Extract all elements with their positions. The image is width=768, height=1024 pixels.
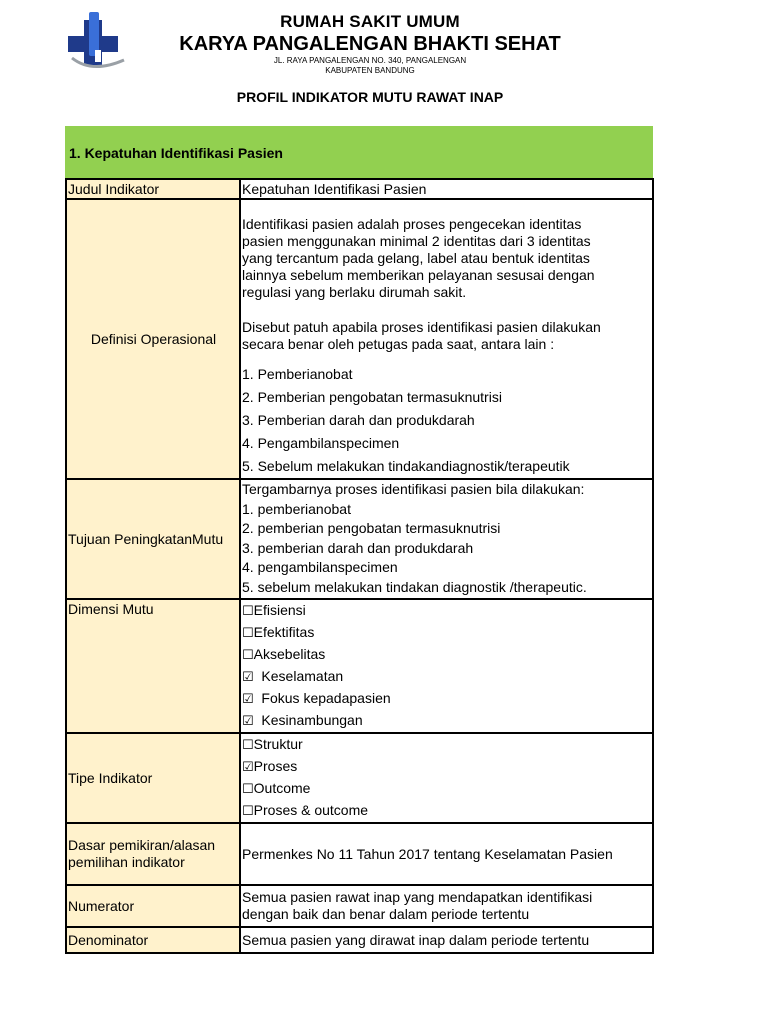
checkbox-unchecked-icon: ☐ (242, 648, 254, 663)
checkbox-unchecked-icon: ☐ (242, 804, 254, 819)
option-struktur (242, 734, 652, 756)
address-line-1: JL. RAYA PANGALENGAN NO. 340, PANGALENGAN (273, 56, 467, 65)
address-line-2: KABUPATEN BANDUNG (325, 66, 415, 75)
row-dimensi (66, 599, 653, 733)
tujuan-line: 2. pemberian pengobatan termasuknutrisi (242, 520, 501, 536)
label-numerator: Numerator (66, 885, 240, 927)
row-numerator (66, 885, 653, 927)
row-dasar (66, 823, 653, 885)
label-line: pemilihan indikator (68, 854, 185, 870)
tujuan-line: 5. sebelum melakukan tindakan diagnostik /therapeutic. (242, 578, 587, 595)
def-line: lainnya sebelum memberikan pelayanan sesusai dengan (242, 267, 595, 283)
checkbox-checked-icon: ☑ (242, 692, 254, 707)
checkbox-unchecked-icon: ☐ (242, 604, 254, 619)
row-tujuan (66, 479, 653, 599)
row-denominator (66, 927, 653, 953)
option-efektifitas (242, 622, 652, 644)
row-definisi (66, 199, 653, 479)
label-denominator: Denominator (66, 927, 240, 953)
value-tujuan (240, 479, 653, 599)
option-label: Keselamatan (253, 668, 344, 684)
option-outcome (242, 778, 652, 800)
checkbox-checked-icon: ☑ (242, 760, 254, 775)
label-definisi: Definisi Operasional (66, 199, 240, 479)
tujuan-line: Tergambarnya proses identifikasi pasien bila dilakukan: (242, 481, 585, 497)
def-item: 2. Pemberian pengobatan termasuknutrisi (242, 389, 502, 405)
option-fokus-pasien (242, 688, 652, 710)
option-label: Aksebelitas (253, 646, 326, 662)
option-kesinambungan (242, 710, 652, 732)
checkbox-unchecked-icon: ☐ (242, 782, 254, 797)
numerator-line: Semua pasien rawat inap yang mendapatkan identifikasi (242, 889, 593, 905)
def-line: pasien menggunakan minimal 2 identitas dari 3 identitas (242, 233, 591, 249)
label-line: Dasar pemikiran/alasan (68, 837, 216, 853)
option-label: Struktur (253, 736, 303, 752)
label-tujuan: Tujuan PeningkatanMutu (66, 479, 240, 599)
def-item: 4. Pengambilanspecimen (242, 435, 400, 451)
value-tipe (240, 733, 653, 823)
document-title: PROFIL INDIKATOR MUTU RAWAT INAP (236, 89, 504, 105)
hospital-type: RUMAH SAKIT UMUM (280, 12, 460, 31)
def-item: 5. Sebelum melakukan tindakandiagnostik/terapeutik (242, 458, 570, 474)
label-dimensi: Dimensi Mutu (66, 599, 240, 733)
def-line: regulasi yang berlaku dirumah sakit. (242, 284, 467, 300)
option-keselamatan (242, 666, 652, 688)
tujuan-line: 4. pengambilanspecimen (242, 559, 398, 575)
value-dimensi (240, 599, 653, 733)
indicator-profile-table (65, 178, 654, 954)
option-proses (242, 756, 652, 778)
label-tipe: Tipe Indikator (66, 733, 240, 823)
option-label: Fokus kepadapasien (253, 690, 391, 706)
option-label: Efektifitas (253, 624, 315, 640)
option-label: Proses & outcome (253, 802, 369, 818)
row-judul (66, 179, 653, 199)
value-denominator: Semua pasien yang dirawat inap dalam periode tertentu (240, 927, 653, 953)
option-aksebelitas (242, 644, 652, 666)
hospital-name: KARYA PANGALENGAN BHAKTI SEHAT (179, 33, 561, 55)
option-label: Proses (253, 758, 298, 774)
option-efisiensi (242, 600, 652, 622)
def-line: Disebut patuh apabila proses identifikasi pasien dilakukan (242, 319, 601, 335)
checkbox-checked-icon: ☑ (242, 670, 254, 685)
value-judul: Kepatuhan Identifikasi Pasien (240, 179, 653, 199)
option-label: Efisiensi (253, 602, 306, 618)
option-label: Outcome (253, 780, 311, 796)
def-line: secara benar oleh petugas pada saat, antara lain : (242, 336, 555, 352)
numerator-line: dengan baik dan benar dalam periode tertentu (242, 906, 530, 922)
checkbox-checked-icon: ☑ (242, 714, 254, 729)
checkbox-unchecked-icon: ☐ (242, 738, 254, 753)
label-dasar (66, 823, 240, 885)
def-item: 3. Pemberian darah dan produkdarah (242, 412, 475, 428)
row-tipe (66, 733, 653, 823)
option-label: Kesinambungan (253, 712, 363, 728)
label-judul: Judul Indikator (66, 179, 240, 199)
option-proses-outcome (242, 800, 652, 822)
hospital-logo (62, 10, 128, 72)
value-definisi (240, 199, 653, 479)
def-line: Identifikasi pasien adalah proses pengecekan identitas (242, 216, 582, 232)
tujuan-line: 1. pemberianobat (242, 500, 351, 517)
tujuan-line: 3. pemberian darah dan produkdarah (242, 539, 474, 556)
checkbox-unchecked-icon: ☐ (242, 626, 254, 641)
value-dasar: Permenkes No 11 Tahun 2017 tentang Keselamatan Pasien (240, 823, 653, 885)
def-line: yang tercantum pada gelang, label atau bentuk identitas (242, 250, 590, 266)
def-item: 1. Pemberianobat (242, 366, 353, 382)
value-numerator (240, 885, 653, 927)
section-title: 1. Kepatuhan Identifikasi Pasien (65, 126, 653, 178)
